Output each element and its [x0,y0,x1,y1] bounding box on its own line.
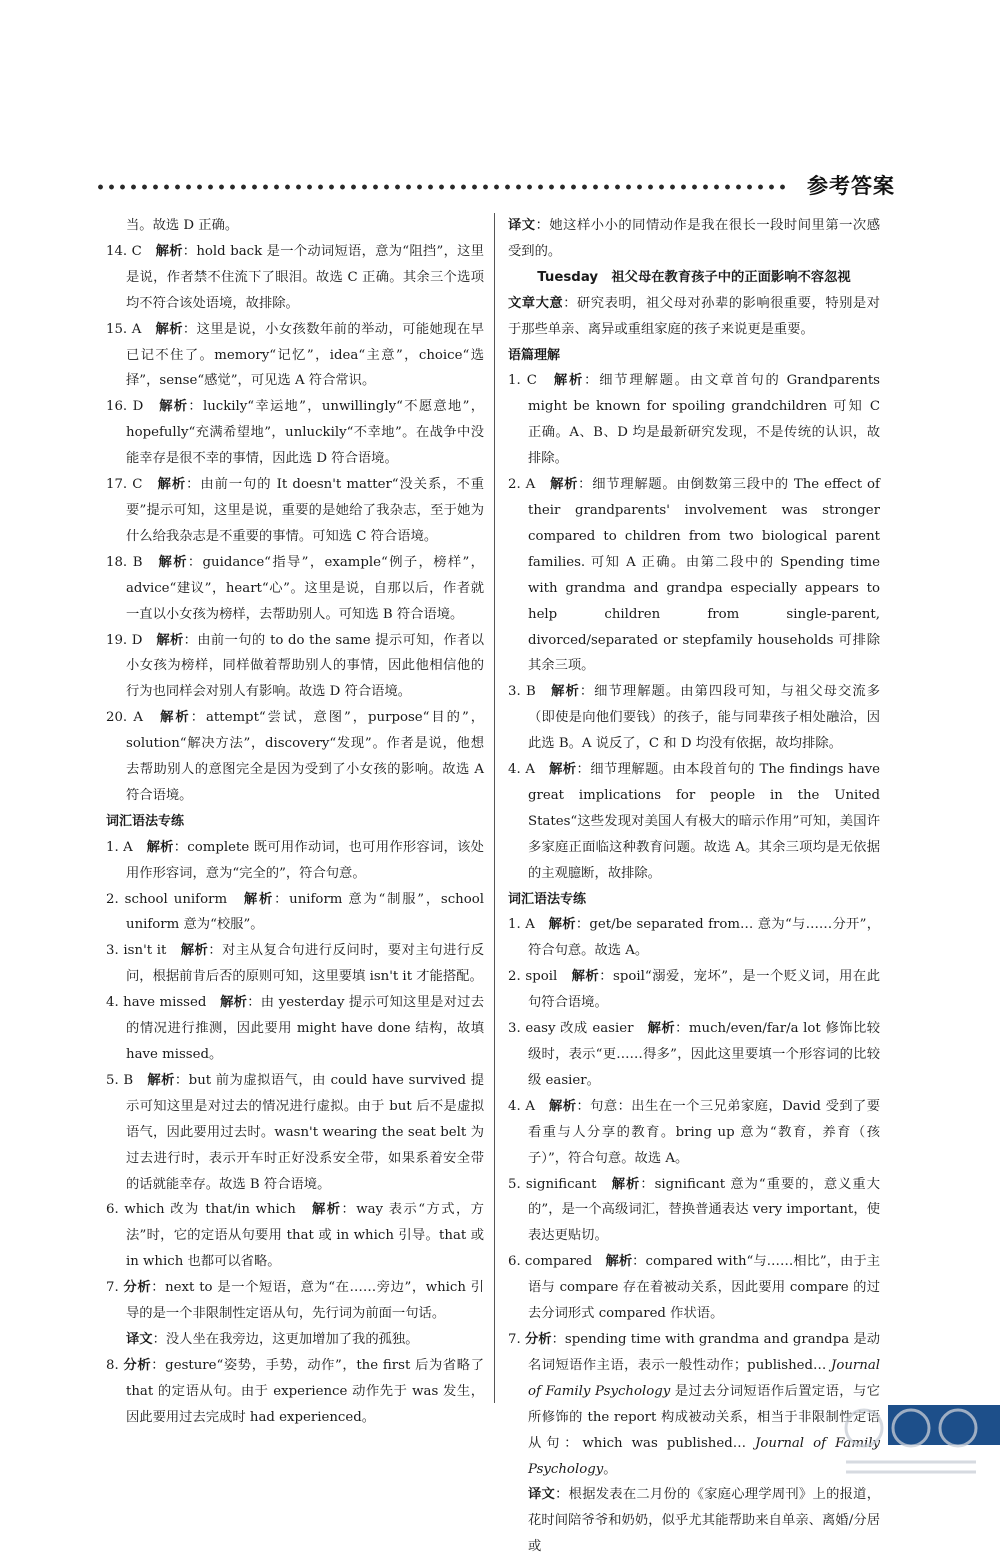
answer-paragraph [106,213,484,239]
watermark-logo [836,1400,986,1480]
body-text: 2. spoil [508,969,572,985]
body-text: ：next to 是一个短语，意为“在……旁边”，which 引导的是一个非限制性定语从句，先行词为前面一句话。 [126,1280,485,1322]
body-text: ：gesture“姿势，手势，动作”，the first 后为省略了 that 的定语从句。由于 experience 动作先于 was 发生，因此要用过去完成时 had experienced。 [126,1357,484,1425]
column-divider [494,213,495,1403]
body-text: 17. C [106,477,158,493]
section-title [508,265,880,291]
label-text: 解析 [160,710,191,726]
body-text: 8. [106,1357,124,1373]
body-text: 16. D [106,399,160,415]
answer-paragraph [508,213,880,265]
body-text: 1. A [106,839,147,855]
body-text: ：她这样小小的同情动作是我在很长一段时间里第一次感受到的。 [508,218,881,259]
answer-paragraph [106,990,484,1068]
body-text: ：细节理解题。由文章首句的 Grandparents might be known for spoiling grandchildren 可知 C 正确。A、B、D 均是最新研究发现，不是传统的认识，故排除。 [528,373,880,467]
answer-paragraph [508,912,880,964]
body-text: ：but 前为虚拟语气，由 could have survived 提示可知这里是对过去的情况进行虚拟。由于 but 后不是虚拟语气，因此要用过去时。wasn't wearing the seat belt 为过去进行时，表示开车时正好没系安全带，如果系着安全带的话就能幸存。故选 B 符合语境。 [126,1072,485,1192]
body-text: ：细节理解题。由第四段可知，与祖父母交流多（即使是向他们要钱）的孩子，能与同辈孩子相处融洽，因此选 B。A 说反了，C 和 D 均没有依据，故均排除。 [528,684,881,752]
label-text: 文章大意 [508,295,564,311]
label-text: 解析 [553,373,585,389]
label-text: 解析 [158,554,188,570]
body-text: 当。故选 D 正确。 [126,218,239,233]
label-text: 解析 [605,1254,633,1270]
body-text: 2. school uniform [106,891,244,907]
body-text: 20. A [106,710,161,726]
answer-paragraph [508,1482,880,1560]
body-text: 3. isn't it [106,943,181,959]
section-heading [508,887,880,913]
label-text: 译文 [528,1487,556,1503]
answer-paragraph [508,472,880,679]
answer-paragraph [106,938,484,990]
answer-paragraph [508,679,880,757]
label-text: 解析 [180,943,209,959]
body-text: ：研究表明，祖父母对孙辈的影响很重要，特别是对于那些单亲、离异或重组家庭的孩子来说更是重要。 [508,295,881,337]
answer-paragraph [106,550,484,628]
body-text: ：attempt“尝试，意图”，purpose“目的”，solution“解决方法”，discovery“发现”。作者是说，他想去帮助别人的意图完全是因为受到了小女孩的影响。故选 A 符合语境。 [126,710,485,803]
body-text: ：细节理解题。由倒数第三段中的 The effect of their grandparents' involvement was stronger compared to children from two biological parent families. 可知 A 正确。由第二段中的 Spending time with grandma and grandpa especially appears to help children from single-parent, divorced/separated or stepfamily households 可排除其余三项。 [528,477,880,674]
body-text: ：根据发表在二月份的《家庭心理学周刊》上的报道，花时间陪爷爷和奶奶，似乎尤其能帮助来自单亲、离婚/分居或 [528,1487,881,1555]
answer-paragraph [508,757,880,887]
section-heading [106,809,484,835]
right-column [508,213,880,1560]
body-text: 4. A [508,762,550,778]
body-text: 。 [603,1461,617,1477]
label-text: 解析 [157,477,187,493]
body-text: 4. have missed [106,995,221,1011]
body-text: ：get/be separated from… 意为“与……分开”，符合句意。故选 A。 [528,917,880,959]
body-text: 15. A [106,321,156,337]
label-text: 解析 [243,891,275,907]
body-text: ：spending time with grandma and grandpa 是动名词短语作主语，表示一般性动作；published… [528,1331,881,1373]
answer-paragraph [508,1016,880,1094]
body-text: 7. [106,1280,124,1296]
answer-paragraph [508,1249,880,1327]
answer-paragraph [106,317,484,395]
label-text: 解析 [548,917,576,933]
body-text: 4. A [508,1098,550,1114]
label-text: 解析 [220,995,248,1011]
body-text: ：luckily“幸运地”，unwillingly“不愿意地”，hopefully“充满希望地”，unluckily“不幸地”。在战争中没能幸存是很不幸的事情，因此选 D 符合语境。 [126,399,484,467]
answer-paragraph [508,1094,880,1172]
label-text: 译文 [508,218,536,233]
label-text: 解析 [549,762,577,778]
label-text: Tuesday 祖父母在教育孩子中的正面影响不容忽视 [537,269,851,285]
body-text: ：句意：出生在一个三兄弟家庭，David 受到了要看重与人分享的教育。bring up 意为“教育，养育（孩子）”，符合句意。故选 A。 [528,1098,880,1166]
body-text: ：由 yesterday 提示可知这里是对过去的情况进行推测，因此要用 might have done 结构，故填 have missed。 [126,995,484,1062]
body-text: 6. which 改为 that/in which [106,1202,312,1218]
body-text: ：spoil“溺爱，宠坏”，是一个贬义词，用在此句符合语境。 [528,969,880,1011]
answer-paragraph [106,1353,484,1431]
body-text: ：由前一句的 It doesn't matter“没关系，不重要”提示可知，这里是说，重要的是她给了我杂志，至于她为什么给我杂志是不重要的事情。可知选 C 符合语境。 [126,477,484,544]
label-text: 解析 [159,399,189,415]
body-text: 5. significant [508,1176,612,1192]
body-text: ：对主从复合句进行反问时，要对主句进行反问，根据前肯后否的原则可知，这里要填 isn't it 才能搭配。 [126,943,484,985]
answer-paragraph [106,835,484,887]
answer-paragraph [106,472,484,550]
label-text: 解析 [147,1072,175,1088]
answer-paragraph [106,705,484,809]
answer-paragraph [106,1327,484,1353]
body-text: ：way 表示“方式，方法”时，它的定语从句要用 that 或 in which 引导。that 或 in which 也都可以省略。 [126,1202,484,1270]
body-text: ：由前一句的 to do the same 提示可知，作者以小女孩为榜样，同样做着帮助别人的事情，因此他相信他的行为也同样会对别人有影响。故选 D 符合语境。 [126,632,484,700]
label-text: 分析 [123,1280,152,1296]
body-text: Journal of Family Psychology [528,1357,880,1399]
body-text: 词汇语法专练 [508,891,587,907]
body-text: 5. B [106,1072,148,1088]
label-text: 译文 [126,1331,153,1347]
body-text: 18. B [106,554,159,570]
answer-paragraph [106,1197,484,1275]
body-text: 1. C [508,373,554,389]
answer-paragraph [508,1327,880,1482]
body-text: ：guidance“指导”，example“例子，榜样”，advice“建议”，heart“心”。这里是说，自那以后，作者就一直以小女孩为榜样，去帮助别人。可知选 B 符合语境。 [126,554,484,622]
body-text: Journal of Family Psychology [528,1435,880,1477]
label-text: 分析 [524,1331,552,1347]
body-text: ：这里是说，小女孩数年前的举动，可能她现在早已记不住了。memory“记忆”，idea“主意”，choice“选择”，sense“感觉”，可见选 A 符合常识。 [126,321,485,389]
answer-paragraph [106,1275,484,1327]
page-header [95,168,895,208]
body-text: 1. A [508,917,549,933]
label-text: 解析 [611,1176,641,1192]
body-text: ：complete 既可用作动词，也可用作形容词，该处用作形容词，意为“完全的”，符合句意。 [126,839,484,881]
answer-paragraph [106,1068,484,1198]
body-text: 19. D [106,632,157,648]
answer-paragraph [508,964,880,1016]
label-text: 解析 [311,1202,342,1218]
body-text: 2. A [508,477,551,493]
body-text: 是过去分词短语作后置定语，与它所修饰的 the report 构成被动关系，相当于非限制性定语从句：which was published… [528,1383,881,1451]
label-text: 解析 [549,1098,577,1114]
left-column [106,213,484,1431]
body-text: 3. B [508,684,552,700]
label-text: 解析 [571,969,600,985]
body-text: 3. easy 改成 easier [508,1021,648,1037]
label-text: 解析 [647,1021,676,1037]
body-text: ：uniform 意为“制服”，school uniform 意为“校服”。 [126,891,485,933]
body-text: ：hold back 是一个动词短语，意为“阻挡”，这里是说，作者禁不住流下了眼泪。故选 C 正确。其余三个选项均不符合该处语境，故排除。 [126,243,484,311]
answer-paragraph [106,628,484,706]
label-text: 解析 [155,321,183,337]
answer-paragraph [508,368,880,472]
body-text: ：compared with“与……相比”，由于主语与 compare 存在着被动关系，因此要用 compare 的过去分词形式 compared 作状语。 [528,1254,880,1322]
label-text: 解析 [156,632,184,648]
answer-paragraph [106,239,484,317]
label-text: 解析 [551,684,580,700]
body-text: ：significant 意为“重要的，意义重大的”，是一个高级词汇，替换普通表达 very important，使表达更贴切。 [528,1176,881,1244]
answer-paragraph [508,1172,880,1250]
answer-paragraph [508,291,880,343]
answer-paragraph [106,887,484,939]
body-text: ：much/even/far/a lot 修饰比较级时，表示“更……得多”，因此这里要填一个形容词的比较级 easier。 [528,1021,880,1088]
section-heading [508,343,880,369]
body-text: ：没人坐在我旁边，这更加增加了我的孤独。 [152,1331,419,1347]
label-text: 分析 [123,1357,152,1373]
answer-paragraph [106,394,484,472]
body-text: 6. compared [508,1254,606,1270]
dotted-rule [95,184,785,190]
label-text: 解析 [550,477,579,493]
body-text: 7. [508,1331,525,1347]
body-text: 14. C [106,243,156,259]
body-text: 词汇语法专练 [106,813,185,829]
label-text: 解析 [155,243,183,259]
body-text: 语篇理解 [508,347,561,363]
body-text: ：细节理解题。由本段首句的 The findings have great implications for people in the United States“这些发现对美国人有极大的暗示作用”可知，美国许多家庭正面临这种教育问题。故选 A。其余三项均是无依据的主观臆断，故排除。 [528,762,881,881]
page-title: 参考答案 [807,174,895,198]
label-text: 解析 [146,839,174,855]
